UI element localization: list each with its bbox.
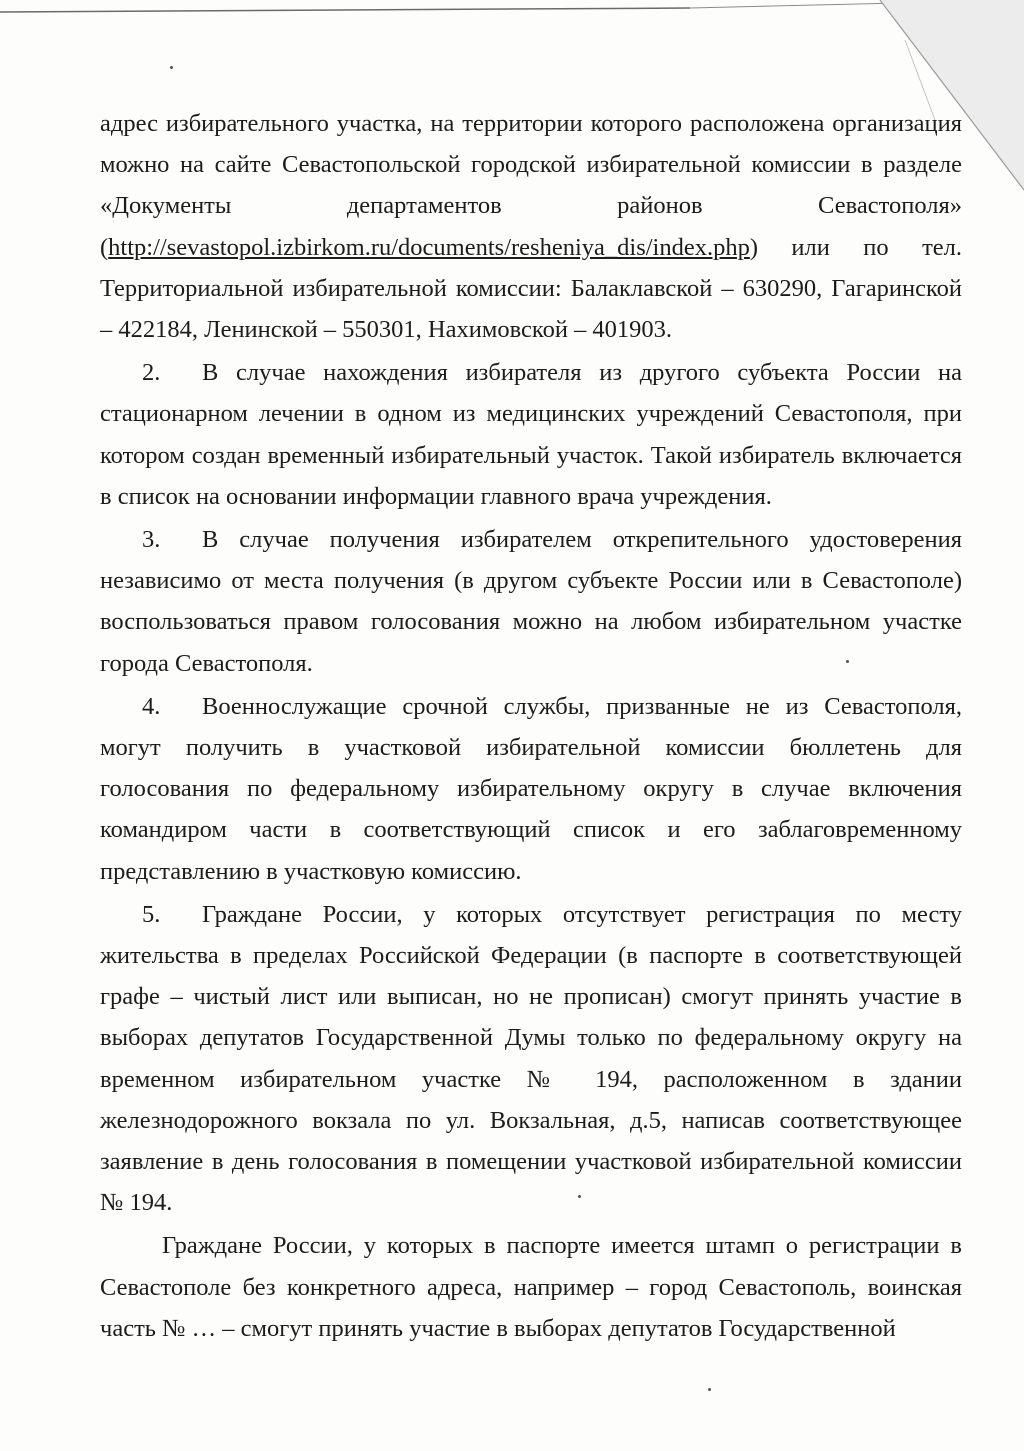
- document-body: [100, 103, 962, 1349]
- list-item: [100, 894, 962, 1224]
- item-text: Граждане России, у которых отсутствует регистрация по месту жительства в пределах Российской Федерации (в паспорте в соответствующей графе – чистый лист или выписан, но не прописан) смогут принять участие в выборах депутатов Государственной Думы только по федеральному округу на временном избирательном участке № 194, расположенном в здании железнодорожного вокзала по ул. Вокзальная, д.5, написав соответствующее заявление в день голосования в помещении участковой избирательной комиссии № 194.: [100, 900, 962, 1217]
- intro-text-contacts: ) или по тел. Территориальной избирательной комиссии: Балаклавской – 630290, Гагаринской – 422184, Ленинской – 550301, Нахимовской – 401903.: [100, 233, 962, 344]
- item-number: 3.: [142, 526, 161, 554]
- item-number: 2.: [142, 359, 161, 387]
- list-item: [100, 686, 962, 892]
- item-text: В случае получения избирателем открепительного удостоверения независимо от места получения (в другом субъекте России или в Севастополе) воспользоваться правом голосования можно на любом избирательном участке города Севастополя.: [100, 526, 962, 677]
- list-item: [100, 519, 962, 684]
- closing-paragraph: Граждане России, у которых в паспорте имеется штамп о регистрации в Севастополе без конкретного адреса, например – город Севастополь, воинская часть № … – смогут принять участие в выборах депутатов Государственной: [100, 1232, 962, 1342]
- list-item: [100, 352, 962, 517]
- scan-speck: [708, 1388, 711, 1391]
- intro-paragraph: [100, 103, 962, 350]
- scan-speck: [170, 66, 173, 69]
- item-number: 4.: [142, 692, 161, 720]
- item-text: В случае нахождения избирателя из другого субъекта России на стационарном лечении в одном из медицинских учреждений Севастополя, при котором создан временный избирательный участок. Такой избиратель включается в список на основании информации главного врача учреждения.: [100, 359, 962, 510]
- item-number: 5.: [142, 900, 161, 928]
- item-text: Военнослужащие срочной службы, призванные не из Севастополя, могут получить в участковой избирательной комиссии бюллетень для голосования по федеральному избирательному округу в случае включения командиром части в соответствующий список и его заблаговременному представлению в участковую комиссию.: [100, 692, 962, 885]
- website-link[interactable]: http://sevastopol.izbirkom.ru/documents/resheniya_dis/index.php: [108, 233, 750, 261]
- intro-text: адрес избирательного участка, на территории которого расположена организация можно на сайте Севастопольской городской избирательной комиссии в разделе «Документы департаментов районов Севастополя» (: [100, 110, 962, 261]
